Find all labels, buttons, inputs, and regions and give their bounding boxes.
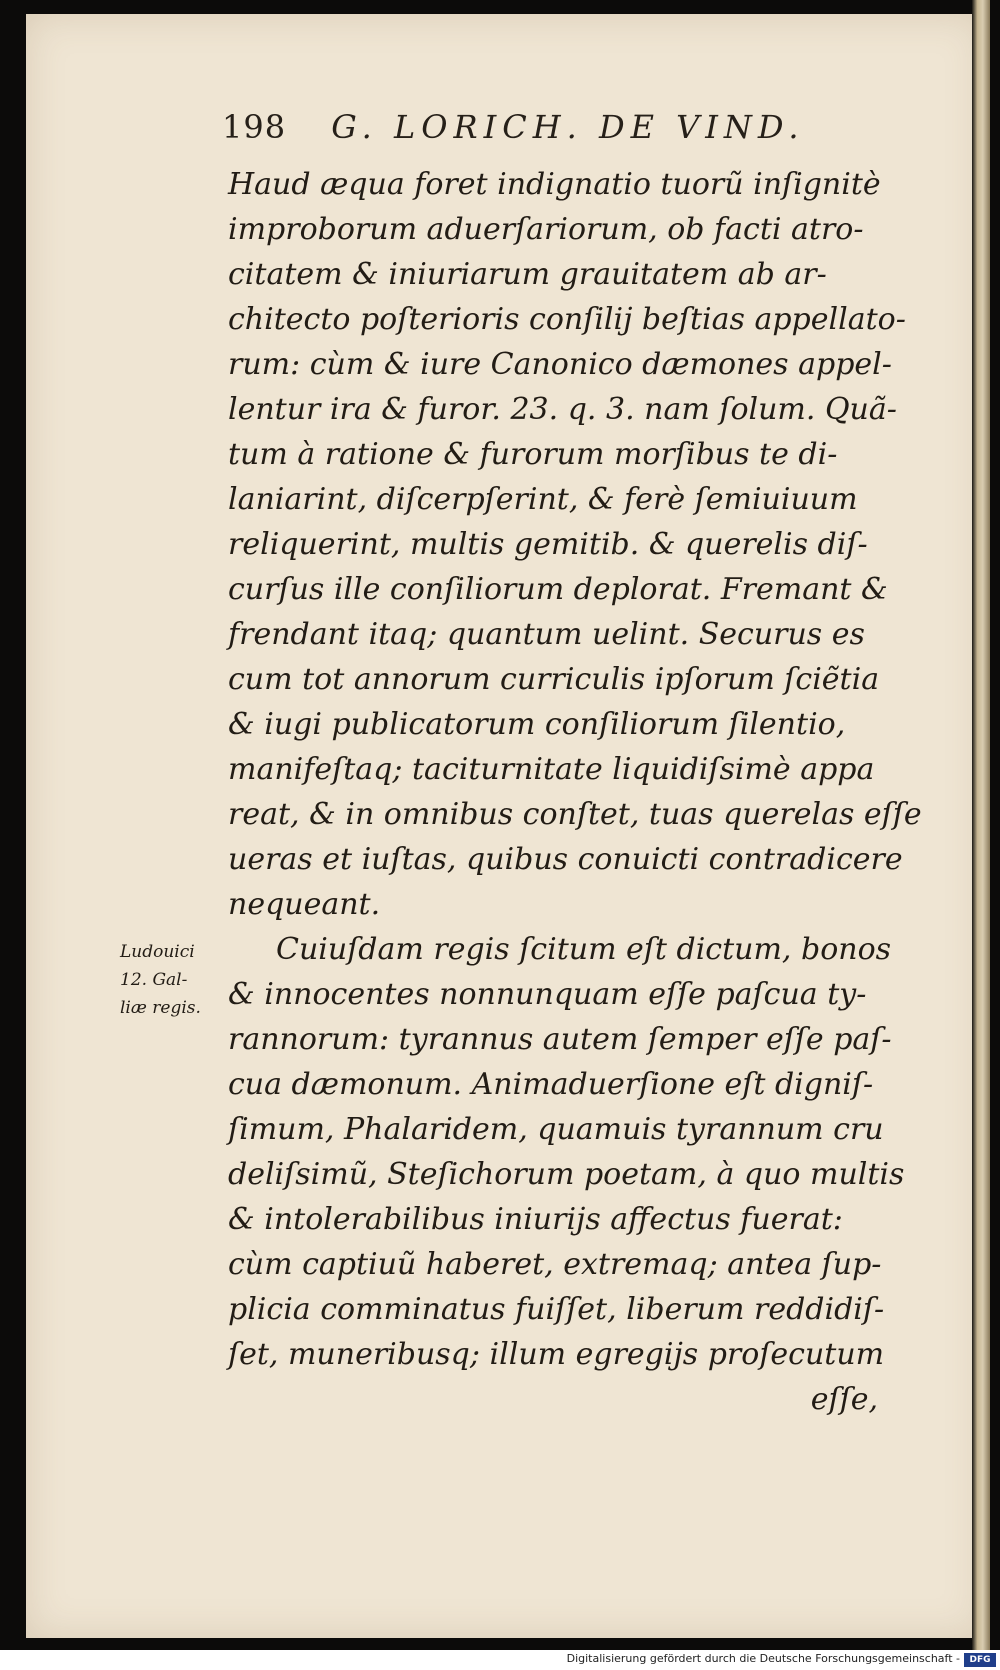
page-edge — [972, 0, 990, 1650]
footer-credit: Digitalisierung gefördert durch die Deutsche Forschungsgemeinschaft - — [566, 1652, 960, 1665]
main-text — [228, 162, 928, 1422]
text-line: citatem & iniuriarum grauitatem ab ar- — [228, 257, 827, 292]
catchword: eſſe, — [810, 1382, 878, 1417]
page-number: 198 — [222, 108, 287, 146]
text-line: & innocentes nonnunquam eſſe paſcua ty- — [228, 977, 867, 1012]
running-header — [222, 108, 862, 146]
text-line: cùm captiuũ haberet, extremaq; antea ſup- — [228, 1247, 882, 1282]
dfg-logo: DFG — [964, 1653, 996, 1667]
text-line: ueras et iuſtas, quibus conuicti contradicere — [228, 842, 903, 877]
text-line: & intolerabilibus iniurijs affectus fuerat: — [228, 1202, 843, 1237]
paragraph-start-line: Cuiuſdam regis ſcitum eſt dictum, bonos — [276, 932, 892, 967]
margin-note — [120, 938, 230, 1022]
text-line: plicia comminatus fuiſſet, liberum reddidiſ- — [228, 1292, 885, 1327]
text-line: deliſsimũ, Steſichorum poetam, à quo multis — [228, 1157, 905, 1192]
margin-note-line: Ludouici — [120, 942, 195, 962]
text-line: & iugi publicatorum conſiliorum ſilentio, — [228, 707, 846, 742]
text-line: curſus ille conſiliorum deplorat. Fremant & — [228, 572, 888, 607]
text-line: tum à ratione & furorum morſibus te di- — [228, 437, 838, 472]
text-line: improborum aduerſariorum, ob facti atro- — [228, 212, 864, 247]
text-line: ſimum, Phalaridem, quamuis tyrannum cru — [228, 1112, 884, 1147]
text-line: chitecto poſterioris conſilij beſtias appellato- — [228, 302, 906, 337]
text-line: cua dæmonum. Animaduerſione eſt digniſ- — [228, 1067, 874, 1102]
running-title: G. LORICH. DE VIND. — [331, 108, 805, 146]
text-line: laniarint, diſcerpſerint, & ferè ſemiuiuum — [228, 482, 858, 517]
text-line: Haud æqua foret indignatio tuorũ inſignitè — [228, 167, 881, 202]
text-line: cum tot annorum curriculis ipſorum ſciẽtia — [228, 662, 880, 697]
text-line: rum: cùm & iure Canonico dæmones appel- — [228, 347, 892, 382]
margin-note-line: 12. Gal- — [120, 970, 188, 990]
text-line: nequeant. — [228, 887, 381, 922]
text-line: lentur ira & furor. 23. q. 3. nam ſolum. Quã- — [228, 392, 897, 427]
text-line: rannorum: tyrannus autem ſemper eſſe paſ- — [228, 1022, 892, 1057]
text-line: frendant itaq; quantum uelint. Securus es — [228, 617, 865, 652]
text-line: ſet, muneribusq; illum egregijs proſecutum — [228, 1337, 885, 1372]
footer-bar — [0, 1650, 1000, 1670]
margin-note-line: liæ regis. — [120, 998, 201, 1018]
text-line: reliquerint, multis gemitib. & querelis diſ- — [228, 527, 868, 562]
text-line: reat, & in omnibus conſtet, tuas querelas eſſe — [228, 797, 922, 832]
text-line: manifeſtaq; taciturnitate liquidiſsimè appa — [228, 752, 875, 787]
